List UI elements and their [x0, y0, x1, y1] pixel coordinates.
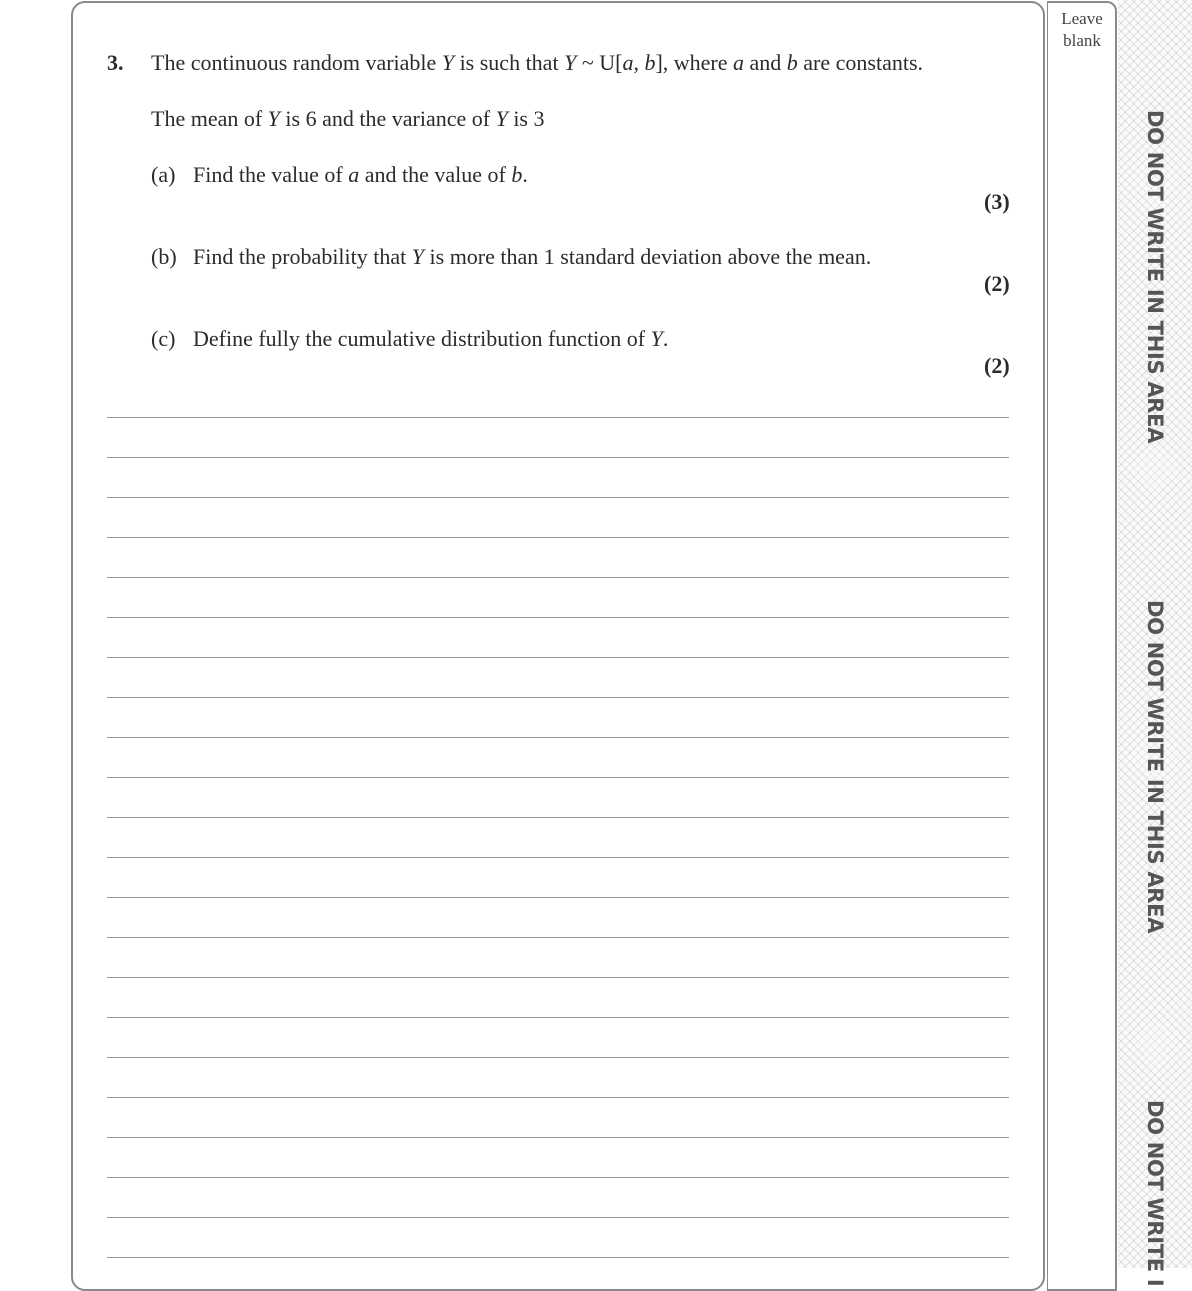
part-b-marks: (2) [984, 271, 1010, 296]
answer-line[interactable] [107, 1017, 1009, 1018]
answer-line[interactable] [107, 497, 1009, 498]
do-not-write-notice-1: DO NOT WRITE IN THIS AREA [1143, 110, 1167, 444]
part-b-text: Find the probability that Y is more than 1 standard deviation above the mean. [193, 244, 872, 269]
part-b-label: (b) [151, 244, 177, 269]
answer-line[interactable] [107, 697, 1009, 698]
part-a-text: Find the value of a and the value of b. [193, 162, 528, 187]
answer-line[interactable] [107, 857, 1009, 858]
answer-line[interactable] [107, 537, 1009, 538]
part-a-marks: (3) [984, 189, 1010, 214]
answer-line[interactable] [107, 1257, 1009, 1258]
answer-line[interactable] [107, 1057, 1009, 1058]
answer-line[interactable] [107, 977, 1009, 978]
part-c-marks: (2) [984, 353, 1010, 378]
answer-line[interactable] [107, 617, 1009, 618]
answer-line[interactable] [107, 1217, 1009, 1218]
question-number: 3. [107, 50, 124, 75]
answer-line[interactable] [107, 577, 1009, 578]
leave-blank-column [1047, 1, 1117, 1291]
part-c-label: (c) [151, 326, 176, 351]
part-a-label: (a) [151, 162, 176, 187]
leave-blank-label: Leave blank [1061, 9, 1103, 50]
question-info: The mean of Y is 6 and the variance of Y is 3 [151, 106, 545, 131]
answer-line[interactable] [107, 937, 1009, 938]
part-c-text: Define fully the cumulative distribution function of Y. [193, 326, 669, 351]
answer-line[interactable] [107, 777, 1009, 778]
answer-line[interactable] [107, 1177, 1009, 1178]
answer-line[interactable] [107, 817, 1009, 818]
do-not-write-notice-3: DO NOT WRITE I [1143, 1100, 1167, 1287]
answer-line[interactable] [107, 657, 1009, 658]
answer-line[interactable] [107, 417, 1009, 418]
answer-line[interactable] [107, 1097, 1009, 1098]
answer-line[interactable] [107, 897, 1009, 898]
do-not-write-notice-2: DO NOT WRITE IN THIS AREA [1143, 600, 1167, 934]
answer-line[interactable] [107, 1137, 1009, 1138]
answer-line[interactable] [107, 457, 1009, 458]
answer-line[interactable] [107, 737, 1009, 738]
question-intro: The continuous random variable Y is such that Y ~ U[a, b], where a and b are constants. [151, 50, 924, 75]
